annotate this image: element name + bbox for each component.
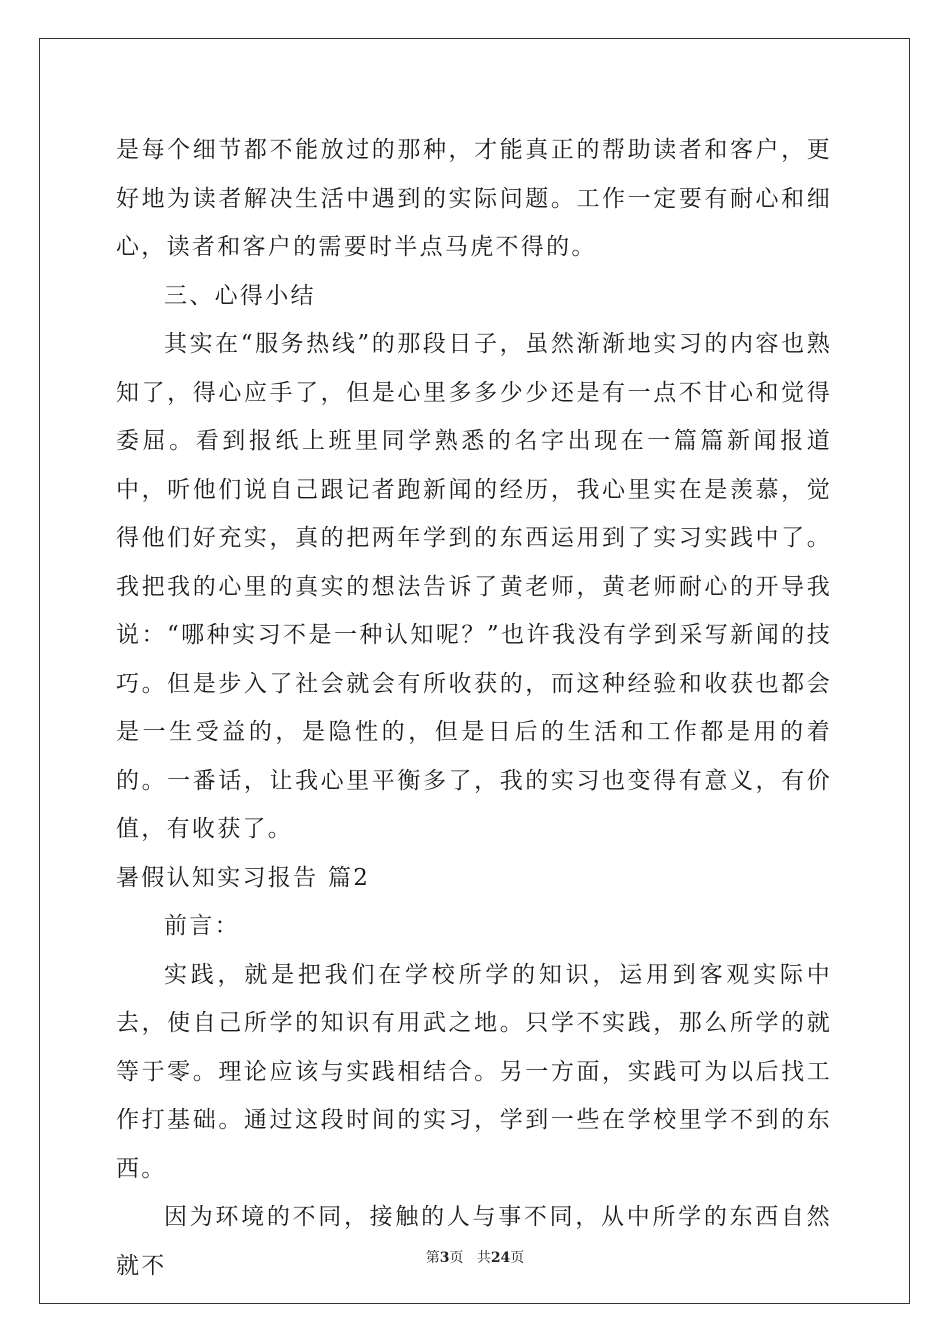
paragraph: 因为环境的不同，接触的人与事不同，从中所学的东西自然就不 (116, 1204, 832, 1279)
footer-page-number: 3 (439, 1250, 450, 1266)
footer-total-suffix: 页 (510, 1250, 525, 1266)
footer-page-suffix: 页 (449, 1250, 464, 1266)
section-heading: 三、心得小结 (164, 282, 316, 309)
paragraph: 是每个细节都不能放过的那种，才能真正的帮助读者和客户，更好地为读者解决生活中遇到的实际问题。工作一定要有耐心和细心，读者和客户的需要时半点马虎不得的。 (116, 137, 832, 260)
paragraph: 其实在“服务热线”的那段日子，虽然渐渐地实习的内容也熟知了，得心应手了，但是心里多多少少还是有一点不甘心和觉得委屈。看到报纸上班里同学熟悉的名字出现在一篇篇新闻报道中，听他们说自己跟记者跑新闻的经历，我心里实在是羡慕，觉得他们好充实，真的把两年学到的东西运用到了实习实践中了。我把我的心里的真实的想法告诉了黄老师，黄老师耐心的开导我说：“哪种实习不是一种认知呢？”也许我没有学到采写新闻的技巧。但是步入了社会就会有所收获的，而这种经验和收获也都会是一生受益的，是隐性的，但是日后的生活和工作都是用的着的。一番话，让我心里平衡多了，我的实习也变得有意义，有价值，有收获了。 (116, 331, 832, 842)
section-heading: 前言： (164, 913, 240, 939)
page-footer (0, 1247, 950, 1267)
footer-total-prefix: 共 (476, 1250, 491, 1266)
document-body (116, 126, 832, 1290)
paragraph: 实践，就是把我们在学校所学的知识，运用到客观实际中去，使自己所学的知识有用武之地。只学不实践，那么所学的就等于零。理论应该与实践相结合。另一方面，实践可为以后找工作打基础。通过这段时间的实习，学到一些在学校里学不到的东西。 (116, 961, 832, 1182)
chapter-title: 暑假认知实习报告 篇2 (116, 864, 371, 891)
footer-total-pages: 24 (490, 1250, 511, 1266)
footer-page-prefix: 第 (425, 1250, 440, 1266)
